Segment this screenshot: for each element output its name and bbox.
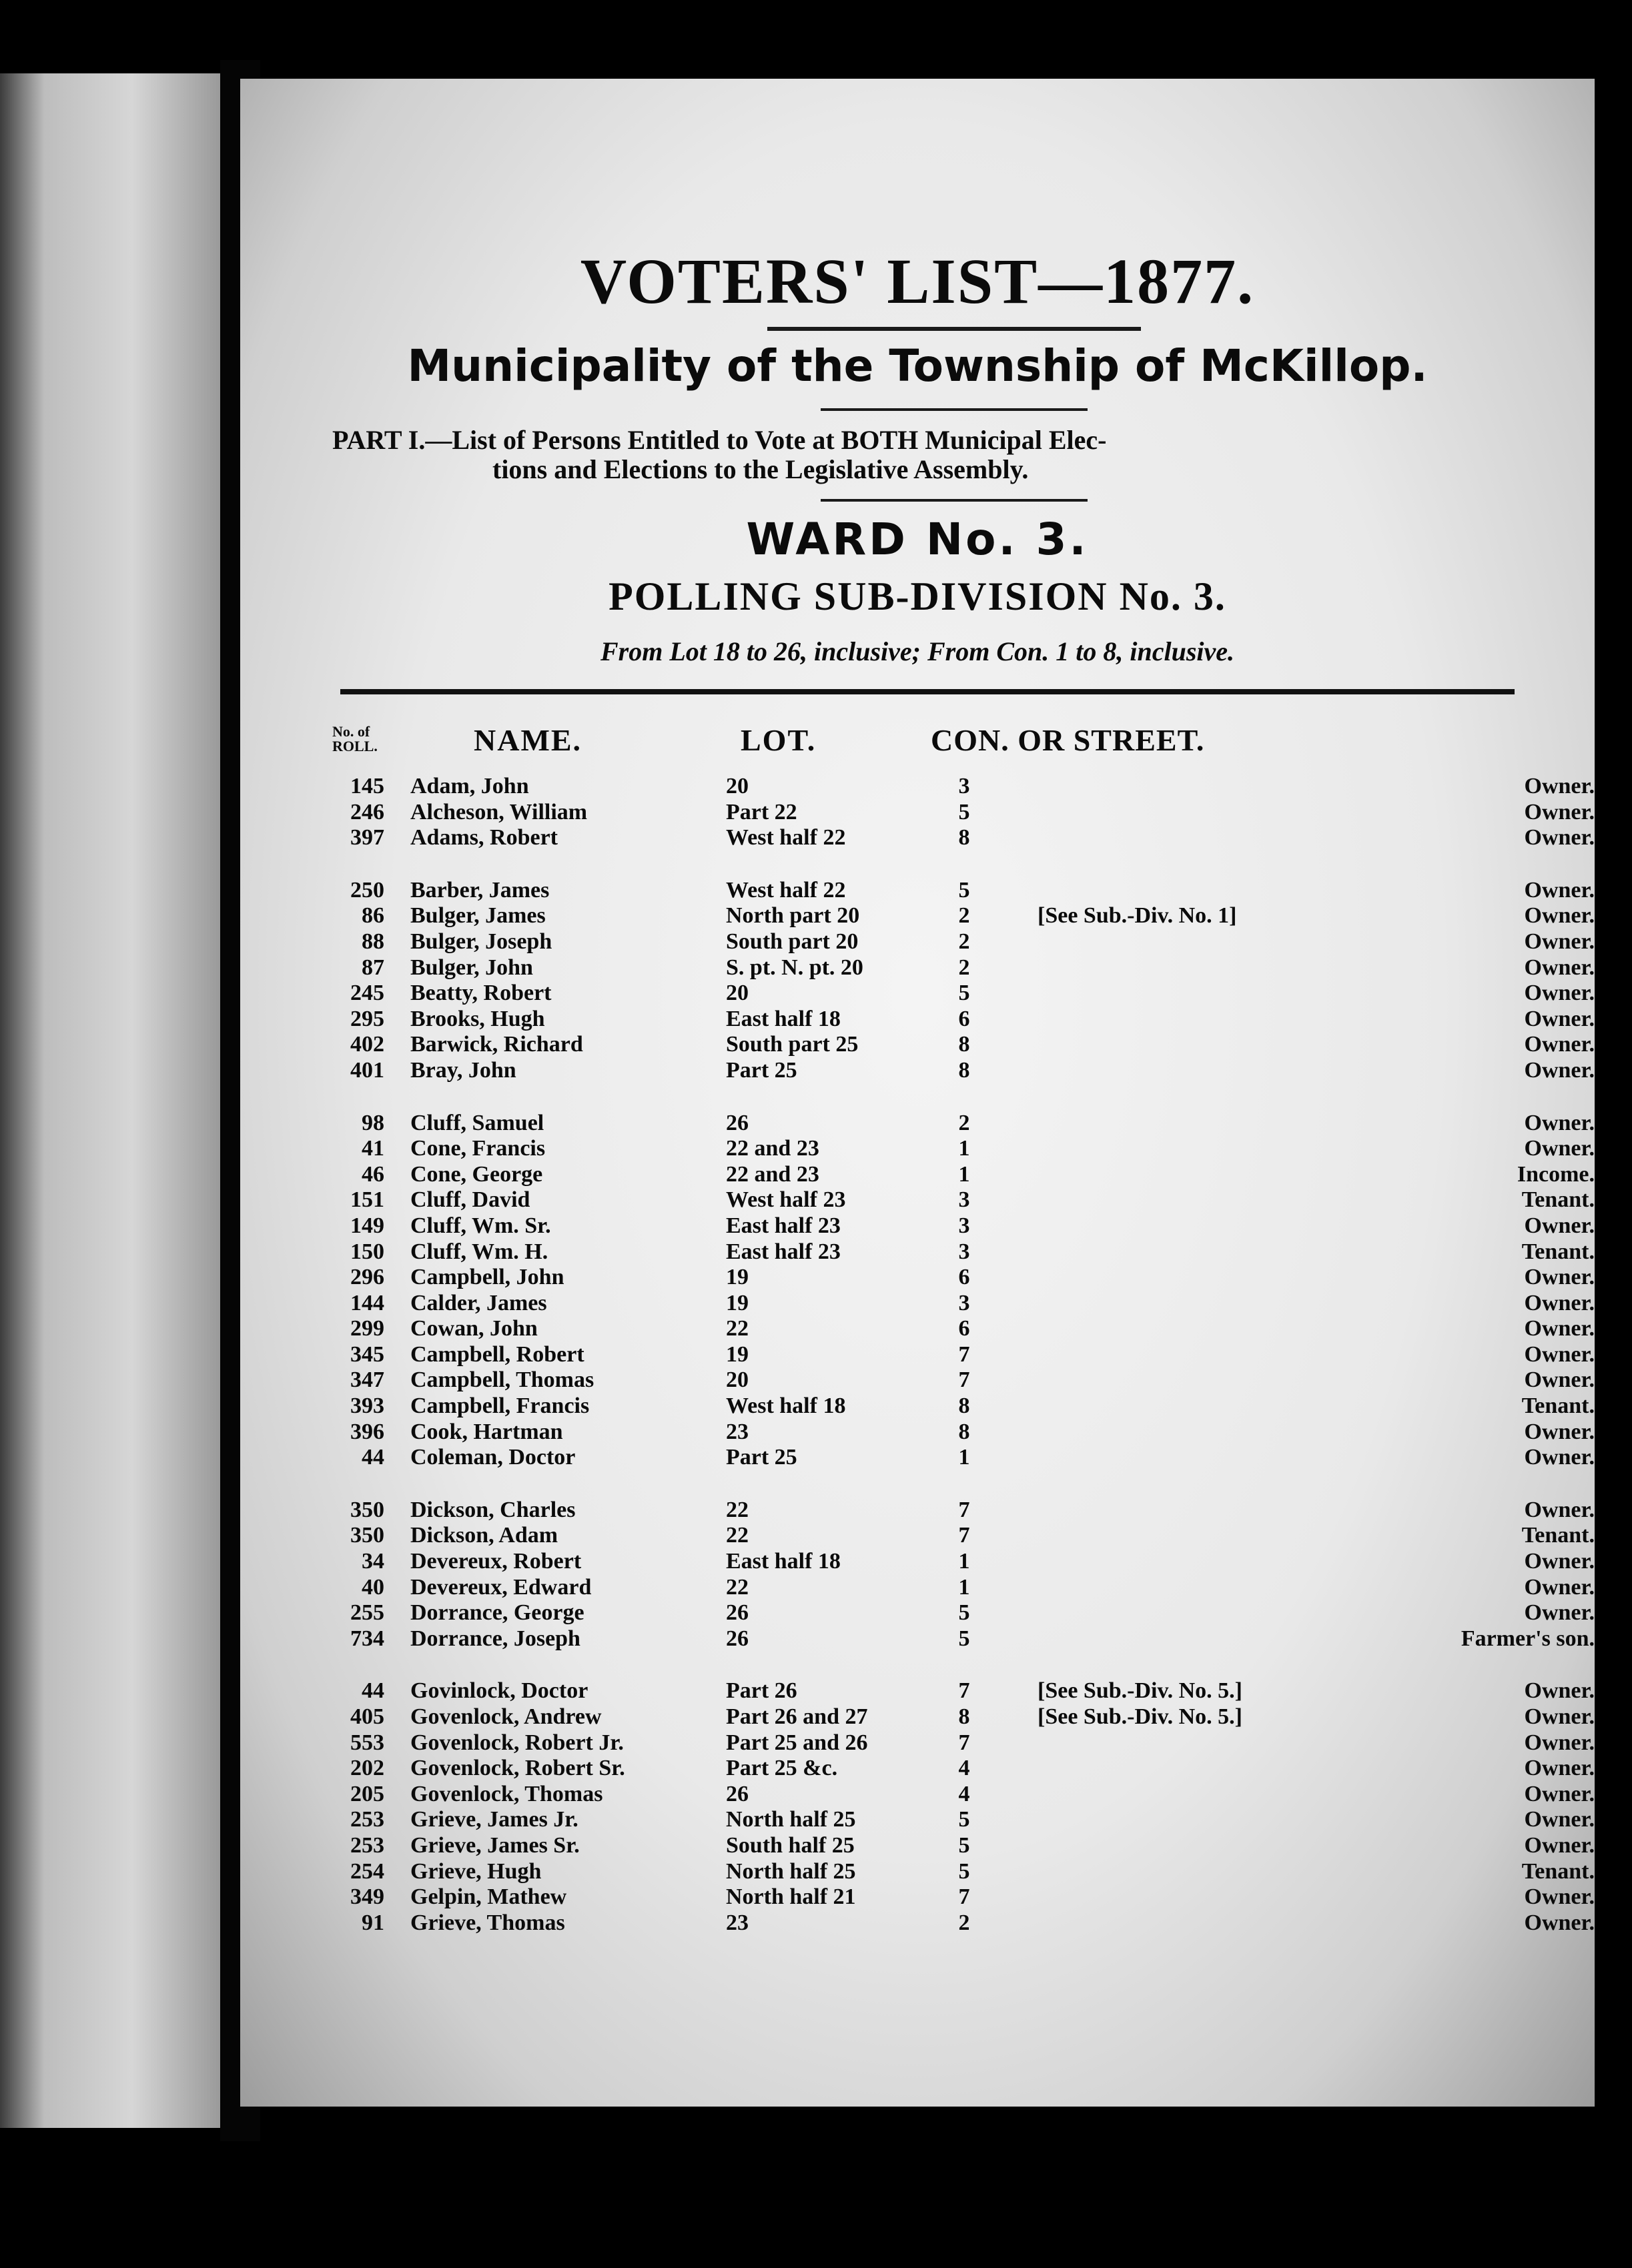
voter-row bbox=[240, 1445, 1595, 1471]
lot: East half 23 bbox=[726, 1213, 841, 1238]
qualification: Owner. bbox=[1524, 1730, 1595, 1755]
voter-name: Cowan, John bbox=[410, 1316, 538, 1341]
roll-number: 350 bbox=[350, 1523, 384, 1548]
voter-name: Devereux, Edward bbox=[410, 1574, 592, 1600]
voter-row bbox=[240, 1626, 1595, 1652]
concession: 1 bbox=[958, 1161, 970, 1187]
concession: 3 bbox=[958, 774, 970, 798]
qualification: Owner. bbox=[1524, 1678, 1595, 1704]
voter-row bbox=[240, 825, 1595, 851]
column-header-name: NAME. bbox=[474, 723, 582, 757]
concession: 2 bbox=[958, 1110, 970, 1135]
voter-row bbox=[240, 1600, 1595, 1626]
concession: 4 bbox=[958, 1756, 970, 1781]
concession: 3 bbox=[958, 1290, 970, 1315]
voter-row bbox=[240, 1910, 1595, 1936]
voter-row bbox=[240, 1393, 1595, 1420]
qualification: Owner. bbox=[1524, 1032, 1595, 1057]
part-line-2: tions and Elections to the Legislative Assembly. bbox=[492, 454, 1029, 484]
lot: 23 bbox=[726, 1910, 749, 1935]
qualification: Owner. bbox=[1524, 1781, 1595, 1806]
voter-row bbox=[240, 1032, 1595, 1058]
qualification: Owner. bbox=[1524, 1057, 1595, 1083]
roll-number: 91 bbox=[362, 1910, 384, 1935]
concession: 4 bbox=[958, 1781, 970, 1806]
voter-row bbox=[240, 1884, 1595, 1910]
voter-row bbox=[240, 1549, 1595, 1575]
voter-row bbox=[240, 1678, 1595, 1704]
voter-name: Bulger, Joseph bbox=[410, 929, 552, 954]
roll-number: 295 bbox=[350, 1006, 384, 1031]
voter-name: Devereux, Robert bbox=[410, 1549, 582, 1574]
lot: 22 and 23 bbox=[726, 1161, 819, 1187]
voter-row bbox=[240, 1575, 1595, 1601]
lot: South part 25 bbox=[726, 1032, 859, 1057]
voter-name: Govenlock, Robert Jr. bbox=[410, 1730, 624, 1755]
voter-name: Adams, Robert bbox=[410, 825, 558, 851]
roll-number: 88 bbox=[362, 929, 384, 954]
roll-number: 402 bbox=[350, 1032, 384, 1057]
voter-name: Govenlock, Robert Sr. bbox=[410, 1756, 625, 1781]
roll-number: 86 bbox=[362, 903, 384, 929]
qualification: Owner. bbox=[1524, 799, 1595, 824]
lot: West half 23 bbox=[726, 1187, 846, 1213]
voter-name: Cluff, Wm. H. bbox=[410, 1239, 548, 1264]
voter-name: Govinlock, Doctor bbox=[410, 1678, 588, 1704]
qualification: Owner. bbox=[1524, 1756, 1595, 1781]
lot: South part 20 bbox=[726, 929, 859, 954]
lot: Part 26 bbox=[726, 1678, 797, 1704]
concession: 1 bbox=[958, 1574, 970, 1600]
qualification: Owner. bbox=[1524, 1574, 1595, 1600]
cross-reference-note: [See Sub.-Div. No. 5.] bbox=[1038, 1704, 1242, 1729]
concession: 1 bbox=[958, 1136, 970, 1161]
lot: South half 25 bbox=[726, 1832, 855, 1858]
voter-name: Alcheson, William bbox=[410, 799, 588, 824]
concession: 7 bbox=[958, 1523, 970, 1548]
voter-row bbox=[240, 1162, 1595, 1188]
lot: 22 bbox=[726, 1574, 749, 1600]
concession: 5 bbox=[958, 1807, 970, 1832]
concession: 1 bbox=[958, 1549, 970, 1574]
roll-number: 40 bbox=[362, 1574, 384, 1600]
qualification: Owner. bbox=[1524, 1006, 1595, 1031]
lot: North half 21 bbox=[726, 1884, 856, 1910]
concession: 5 bbox=[958, 981, 970, 1006]
roll-number: 250 bbox=[350, 877, 384, 903]
roll-number: 347 bbox=[350, 1367, 384, 1393]
concession: 2 bbox=[958, 929, 970, 954]
concession: 8 bbox=[958, 1393, 970, 1419]
qualification: Owner. bbox=[1524, 1367, 1595, 1393]
concession: 8 bbox=[958, 825, 970, 851]
voter-name: Grieve, James Sr. bbox=[410, 1832, 580, 1858]
voter-name: Cluff, Wm. Sr. bbox=[410, 1213, 551, 1238]
qualification: Owner. bbox=[1524, 1704, 1595, 1729]
lot: North part 20 bbox=[726, 903, 860, 929]
roll-number: 145 bbox=[350, 774, 384, 798]
voter-name: Cluff, Samuel bbox=[410, 1110, 544, 1135]
qualification: Owner. bbox=[1524, 903, 1595, 929]
qualification: Owner. bbox=[1524, 1316, 1595, 1341]
concession: 7 bbox=[958, 1884, 970, 1910]
concession: 8 bbox=[958, 1704, 970, 1729]
concession: 5 bbox=[958, 799, 970, 824]
roll-number: 41 bbox=[362, 1136, 384, 1161]
roll-number: 296 bbox=[350, 1265, 384, 1290]
voter-group bbox=[240, 878, 1595, 1084]
voter-row bbox=[240, 1007, 1595, 1033]
voter-row bbox=[240, 1316, 1595, 1342]
cross-reference-note: [See Sub.-Div. No. 1] bbox=[1038, 903, 1237, 929]
lot: West half 22 bbox=[726, 825, 846, 851]
header-rule bbox=[340, 689, 1515, 694]
voter-row bbox=[240, 1756, 1595, 1782]
lot: 19 bbox=[726, 1290, 749, 1315]
lot: Part 26 and 27 bbox=[726, 1704, 868, 1729]
roll-number: 405 bbox=[350, 1704, 384, 1729]
voter-row bbox=[240, 800, 1595, 826]
qualification: Owner. bbox=[1524, 981, 1595, 1006]
voter-row bbox=[240, 878, 1595, 904]
voter-name: Barwick, Richard bbox=[410, 1032, 583, 1057]
voter-group bbox=[240, 1678, 1595, 1936]
qualification: Owner. bbox=[1524, 1549, 1595, 1574]
voter-name: Dickson, Charles bbox=[410, 1497, 576, 1522]
qualification: Owner. bbox=[1524, 1497, 1595, 1522]
voter-name: Cook, Hartman bbox=[410, 1419, 563, 1444]
roll-number: 734 bbox=[350, 1626, 384, 1651]
voter-row bbox=[240, 1111, 1595, 1137]
adjacent-page-fragment bbox=[0, 73, 220, 2128]
concession: 5 bbox=[958, 1858, 970, 1884]
lot: Part 25 and 26 bbox=[726, 1730, 868, 1755]
voter-list bbox=[240, 774, 1595, 1962]
roll-number: 205 bbox=[350, 1781, 384, 1806]
qualification: Owner. bbox=[1524, 1110, 1595, 1135]
lot: 19 bbox=[726, 1265, 749, 1290]
voter-row bbox=[240, 1498, 1595, 1524]
roll-number: 246 bbox=[350, 799, 384, 824]
qualification: Tenant. bbox=[1521, 1239, 1595, 1264]
column-header-con: CON. OR STREET. bbox=[931, 723, 1205, 757]
qualification: Owner. bbox=[1524, 774, 1595, 798]
roll-number: 253 bbox=[350, 1807, 384, 1832]
lot: Part 25 bbox=[726, 1445, 797, 1470]
voter-name: Adam, John bbox=[410, 774, 529, 798]
page-title: VOTERS' LIST—1877. bbox=[580, 245, 1255, 317]
voter-row bbox=[240, 1704, 1595, 1730]
voter-name: Grieve, James Jr. bbox=[410, 1807, 578, 1832]
voter-row bbox=[240, 1859, 1595, 1885]
voter-row bbox=[240, 1187, 1595, 1213]
lot: West half 22 bbox=[726, 877, 846, 903]
qualification: Owner. bbox=[1524, 1290, 1595, 1315]
concession: 7 bbox=[958, 1341, 970, 1367]
lot: 26 bbox=[726, 1626, 749, 1651]
voter-name: Bulger, John bbox=[410, 955, 533, 980]
concession: 8 bbox=[958, 1057, 970, 1083]
column-header-roll: No. of ROLL. bbox=[332, 723, 378, 754]
concession: 7 bbox=[958, 1730, 970, 1755]
concession: 2 bbox=[958, 1910, 970, 1935]
qualification: Tenant. bbox=[1521, 1858, 1595, 1884]
voter-name: Govenlock, Andrew bbox=[410, 1704, 602, 1729]
qualification: Tenant. bbox=[1521, 1523, 1595, 1548]
concession: 5 bbox=[958, 1600, 970, 1626]
roll-number: 46 bbox=[362, 1161, 384, 1187]
voter-row bbox=[240, 1213, 1595, 1239]
lot: 20 bbox=[726, 774, 749, 798]
lot: 26 bbox=[726, 1781, 749, 1806]
qualification: Owner. bbox=[1524, 1341, 1595, 1367]
qualification: Owner. bbox=[1524, 1265, 1595, 1290]
lot: 26 bbox=[726, 1110, 749, 1135]
qualification: Owner. bbox=[1524, 1832, 1595, 1858]
concession: 6 bbox=[958, 1265, 970, 1290]
roll-number: 34 bbox=[362, 1549, 384, 1574]
concession: 2 bbox=[958, 903, 970, 929]
voter-row bbox=[240, 774, 1595, 800]
lot: North half 25 bbox=[726, 1858, 856, 1884]
concession: 7 bbox=[958, 1367, 970, 1393]
lot: 26 bbox=[726, 1600, 749, 1626]
voter-name: Bray, John bbox=[410, 1057, 516, 1083]
concession: 2 bbox=[958, 955, 970, 980]
roll-number: 254 bbox=[350, 1858, 384, 1884]
roll-number: 299 bbox=[350, 1316, 384, 1341]
voters-list-page bbox=[240, 79, 1595, 2107]
voter-name: Brooks, Hugh bbox=[410, 1006, 545, 1031]
voter-name: Dorrance, Joseph bbox=[410, 1626, 580, 1651]
voter-row bbox=[240, 1239, 1595, 1265]
concession: 7 bbox=[958, 1678, 970, 1704]
roll-number: 245 bbox=[350, 981, 384, 1006]
voter-name: Grieve, Thomas bbox=[410, 1910, 565, 1935]
qualification: Income. bbox=[1517, 1161, 1595, 1187]
concession: 1 bbox=[958, 1445, 970, 1470]
qualification: Owner. bbox=[1524, 1419, 1595, 1444]
roll-number: 150 bbox=[350, 1239, 384, 1264]
roll-number: 553 bbox=[350, 1730, 384, 1755]
concession: 5 bbox=[958, 877, 970, 903]
roll-number: 149 bbox=[350, 1213, 384, 1238]
concession: 5 bbox=[958, 1626, 970, 1651]
qualification: Owner. bbox=[1524, 1600, 1595, 1626]
concession: 6 bbox=[958, 1006, 970, 1031]
roll-number: 396 bbox=[350, 1419, 384, 1444]
voter-row bbox=[240, 1265, 1595, 1291]
lot: Part 25 bbox=[726, 1057, 797, 1083]
concession: 3 bbox=[958, 1239, 970, 1264]
voter-name: Dickson, Adam bbox=[410, 1523, 558, 1548]
qualification: Tenant. bbox=[1521, 1393, 1595, 1419]
roll-number: 87 bbox=[362, 955, 384, 980]
voter-row bbox=[240, 955, 1595, 981]
divider bbox=[821, 408, 1088, 411]
qualification: Owner. bbox=[1524, 1136, 1595, 1161]
concession: 8 bbox=[958, 1419, 970, 1444]
voter-row bbox=[240, 981, 1595, 1007]
voter-name: Bulger, James bbox=[410, 903, 546, 929]
ward-heading: WARD No. 3. bbox=[746, 514, 1089, 565]
voter-name: Calder, James bbox=[410, 1290, 547, 1315]
lot: East half 18 bbox=[726, 1549, 841, 1574]
voter-name: Cone, Francis bbox=[410, 1136, 546, 1161]
cross-reference-note: [See Sub.-Div. No. 5.] bbox=[1038, 1678, 1242, 1704]
voter-name: Campbell, Thomas bbox=[410, 1367, 594, 1393]
roll-number: 151 bbox=[350, 1187, 384, 1213]
lot: 19 bbox=[726, 1341, 749, 1367]
lot: 22 bbox=[726, 1523, 749, 1548]
concession: 3 bbox=[958, 1187, 970, 1213]
qualification: Farmer's son. bbox=[1461, 1626, 1595, 1651]
divider bbox=[821, 499, 1088, 502]
voter-name: Campbell, Francis bbox=[410, 1393, 590, 1419]
lot: North half 25 bbox=[726, 1807, 856, 1832]
qualification: Owner. bbox=[1524, 1213, 1595, 1238]
qualification: Owner. bbox=[1524, 955, 1595, 980]
lot: East half 18 bbox=[726, 1006, 841, 1031]
voter-row bbox=[240, 1420, 1595, 1446]
voter-name: Grieve, Hugh bbox=[410, 1858, 542, 1884]
roll-number: 202 bbox=[350, 1756, 384, 1781]
lot: 22 bbox=[726, 1497, 749, 1522]
lot: East half 23 bbox=[726, 1239, 841, 1264]
lot: S. pt. N. pt. 20 bbox=[726, 955, 863, 980]
qualification: Owner. bbox=[1524, 1807, 1595, 1832]
roll-number: 393 bbox=[350, 1393, 384, 1419]
roll-number: 44 bbox=[362, 1445, 384, 1470]
roll-number: 44 bbox=[362, 1678, 384, 1704]
voter-row bbox=[240, 1807, 1595, 1833]
concession: 7 bbox=[958, 1497, 970, 1522]
voter-row bbox=[240, 1833, 1595, 1859]
part-heading bbox=[332, 426, 1507, 484]
voter-row bbox=[240, 1730, 1595, 1756]
voter-row bbox=[240, 929, 1595, 955]
lot: 22 bbox=[726, 1316, 749, 1341]
roll-number: 255 bbox=[350, 1600, 384, 1626]
roll-number: 144 bbox=[350, 1290, 384, 1315]
lot: Part 25 &c. bbox=[726, 1756, 838, 1781]
roll-number: 397 bbox=[350, 825, 384, 851]
municipality-subtitle: Municipality of the Township of McKillop. bbox=[407, 340, 1428, 392]
roll-number: 349 bbox=[350, 1884, 384, 1910]
lot: 23 bbox=[726, 1419, 749, 1444]
lot: 22 and 23 bbox=[726, 1136, 819, 1161]
voter-row bbox=[240, 903, 1595, 929]
voter-name: Dorrance, George bbox=[410, 1600, 584, 1626]
lot: 20 bbox=[726, 1367, 749, 1393]
qualification: Tenant. bbox=[1521, 1187, 1595, 1213]
concession: 8 bbox=[958, 1032, 970, 1057]
roll-number: 401 bbox=[350, 1057, 384, 1083]
voter-row bbox=[240, 1342, 1595, 1368]
voter-name: Barber, James bbox=[410, 877, 550, 903]
voter-row bbox=[240, 1058, 1595, 1084]
qualification: Owner. bbox=[1524, 929, 1595, 954]
voter-name: Campbell, Robert bbox=[410, 1341, 584, 1367]
part-line-1: PART I.—List of Persons Entitled to Vote at BOTH Municipal Elec- bbox=[332, 425, 1107, 455]
polling-subdivision-heading: POLLING SUB-DIVISION No. 3. bbox=[608, 574, 1226, 618]
qualification: Owner. bbox=[1524, 1884, 1595, 1910]
voter-name: Campbell, John bbox=[410, 1265, 564, 1290]
concession: 6 bbox=[958, 1316, 970, 1341]
voter-name: Beatty, Robert bbox=[410, 981, 552, 1006]
lot: Part 22 bbox=[726, 799, 797, 824]
roll-number: 350 bbox=[350, 1497, 384, 1522]
voter-name: Govenlock, Thomas bbox=[410, 1781, 603, 1806]
voter-row bbox=[240, 1136, 1595, 1162]
voter-name: Coleman, Doctor bbox=[410, 1445, 576, 1470]
voter-group bbox=[240, 1111, 1595, 1471]
qualification: Owner. bbox=[1524, 1445, 1595, 1470]
voter-name: Gelpin, Mathew bbox=[410, 1884, 567, 1910]
concession: 3 bbox=[958, 1213, 970, 1238]
lot: West half 18 bbox=[726, 1393, 846, 1419]
voter-group bbox=[240, 1498, 1595, 1652]
lot: 20 bbox=[726, 981, 749, 1006]
voter-row bbox=[240, 1523, 1595, 1549]
column-header-lot: LOT. bbox=[741, 723, 817, 757]
voter-row bbox=[240, 1782, 1595, 1808]
roll-number: 253 bbox=[350, 1832, 384, 1858]
qualification: Owner. bbox=[1524, 825, 1595, 851]
voter-group bbox=[240, 774, 1595, 851]
qualification: Owner. bbox=[1524, 1910, 1595, 1935]
roll-number: 345 bbox=[350, 1341, 384, 1367]
lot-range-line: From Lot 18 to 26, inclusive; From Con. 1 to 8, inclusive. bbox=[600, 636, 1235, 666]
voter-name: Cone, George bbox=[410, 1161, 543, 1187]
voter-row bbox=[240, 1291, 1595, 1317]
roll-number: 98 bbox=[362, 1110, 384, 1135]
voter-name: Cluff, David bbox=[410, 1187, 530, 1213]
divider bbox=[767, 327, 1141, 331]
voter-row bbox=[240, 1367, 1595, 1393]
qualification: Owner. bbox=[1524, 877, 1595, 903]
concession: 5 bbox=[958, 1832, 970, 1858]
